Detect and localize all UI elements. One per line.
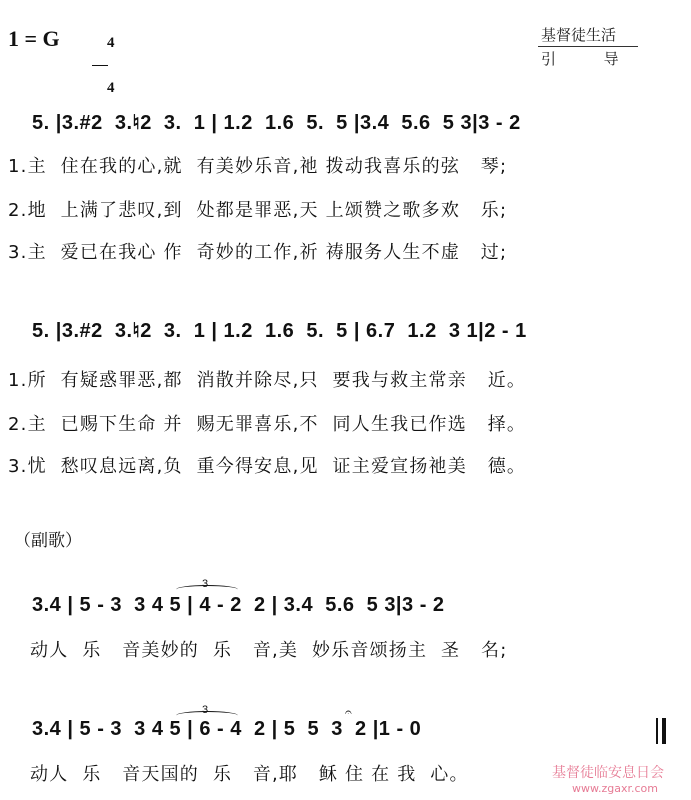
system1-verse3: 3.主 爱已在我心 作 奇妙的工作,祈 祷服务人生不虚 过; xyxy=(8,242,508,263)
chorus-line1-triplet-slur xyxy=(176,585,238,594)
time-signature-bottom: 4 xyxy=(107,80,115,96)
system2-verse2: 2.主 已赐下生命 并 赐无罪喜乐,不 同人生我已作选 择。 xyxy=(8,414,527,435)
attribution-line2: 引 导 xyxy=(541,50,619,68)
attribution-line1: 基督徒生活 xyxy=(541,26,617,44)
fermata-icon: 𝄐 xyxy=(345,705,352,719)
system2-verse1: 1.所 有疑惑罪恶,都 消散并除尽,只 要我与救主常亲 近。 xyxy=(8,370,527,391)
chorus-line2-notes: 3.4 | 5 - 3 3 4 5 | 6 - 4 2 | 5 5 3 2 |1 - 0 xyxy=(32,718,422,740)
system1-verse2: 2.地 上满了悲叹,到 处都是罪恶,天 上颂赞之歌多欢 乐; xyxy=(8,200,508,221)
chorus-line2-lyrics: 动人 乐 音天国的 乐 音,耶 稣 住 在 我 心。 xyxy=(30,764,469,785)
watermark-title: 基督徒临安息日会 xyxy=(552,765,664,781)
final-barline-thin xyxy=(656,718,658,744)
attribution-divider xyxy=(538,46,638,47)
system1-verse1: 1.主 住在我的心,就 有美妙乐音,祂 拨动我喜乐的弦 琴; xyxy=(8,156,508,177)
chorus-line1-lyrics: 动人 乐 音美妙的 乐 音,美 妙乐音颂扬主 圣 名; xyxy=(30,640,508,661)
time-signature-top: 4 xyxy=(107,35,115,51)
watermark-url: www.zgaxr.com xyxy=(572,782,658,795)
chorus-line2-triplet-mark: 3 xyxy=(202,704,209,716)
time-signature xyxy=(92,22,115,109)
chorus-label: （副歌） xyxy=(14,531,82,551)
chorus-line1-triplet-mark: 3 xyxy=(202,578,209,590)
final-barline xyxy=(662,718,666,744)
chorus-line1-notes: 3.4 | 5 - 3 3 4 5 | 4 - 2 2 | 3.4 5.6 5 3|3 - 2 xyxy=(32,594,445,616)
key-signature: 1 = G xyxy=(8,26,60,51)
system2-verse3: 3.忧 愁叹息远离,负 重今得安息,见 证主爱宣扬祂美 德。 xyxy=(8,456,527,477)
system2-notes: 5. |3.#2 3.♮2 3. 1 | 1.2 1.6 5. 5 | 6.7 1.2 3 1|2 - 1 xyxy=(32,320,527,342)
time-signature-divider xyxy=(92,65,108,66)
system1-notes: 5. |3.#2 3.♮2 3. 1 | 1.2 1.6 5. 5 |3.4 5.6 5 3|3 - 2 xyxy=(32,112,521,134)
